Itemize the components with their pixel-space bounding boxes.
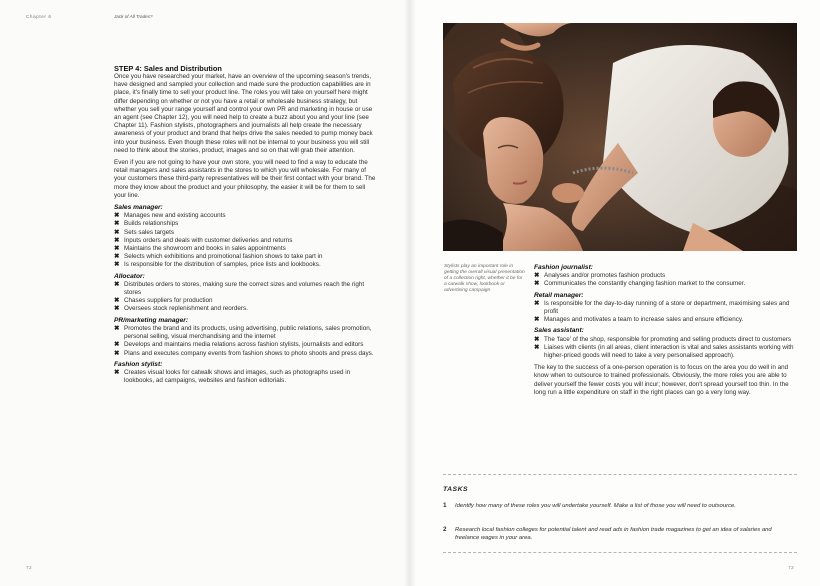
- tasks-box: [443, 474, 797, 554]
- cross-bullet-icon: ✖: [114, 220, 120, 228]
- list-item: ✖ Maintains the showroom and books in sales appointments: [114, 245, 286, 253]
- chapter-running-head: Chapter 6: [26, 14, 52, 19]
- section-heading: STEP 4: Sales and Distribution: [114, 64, 222, 73]
- page-number-left: 72: [26, 565, 32, 570]
- tasks-bottom-rule: [443, 552, 797, 553]
- list-item: ✖ Sets sales targets: [114, 228, 175, 236]
- list-item: ✖ Analyses and/or promotes fashion products: [534, 272, 666, 280]
- cross-bullet-icon: ✖: [114, 253, 120, 261]
- role-heading-fashion-stylist: Fashion stylist:: [114, 360, 163, 368]
- cross-bullet-icon: ✖: [534, 343, 540, 351]
- cross-bullet-icon: ✖: [114, 349, 120, 357]
- cross-bullet-icon: ✖: [114, 297, 120, 305]
- tasks-top-rule: [443, 474, 797, 475]
- list-item: ✖ Manages new and existing accounts: [114, 212, 226, 220]
- task-text: Identify how many of these roles you will undertake yourself. Make a list of those you will need to outsource.: [455, 503, 736, 509]
- list-item: ✖ Is responsible for the day-to-day running of a store or department, maximising sales and profit: [534, 299, 790, 316]
- left-text-column: [114, 64, 376, 388]
- task-text: Research local fashion colleges for potential talent and read ads in fashion trade magazines to get an idea of salaries and freelance wages in your area.: [455, 527, 772, 541]
- role-list-retail-manager: [534, 300, 798, 325]
- list-item: ✖ The 'face' of the shop, responsible for promoting and selling products direct to customers: [534, 335, 792, 343]
- list-item: ✖ Selects which exhibitions and promotional fashion shows to take part in: [114, 253, 323, 261]
- cross-bullet-icon: ✖: [114, 245, 120, 253]
- cross-bullet-icon: ✖: [114, 228, 120, 236]
- stylist-photograph: [443, 23, 797, 251]
- role-list-allocator: [114, 281, 376, 314]
- list-item: ✖ Promotes the brand and its products, using advertising, public relations, sales promotion, personal selling, visual merchandising and the internet: [114, 324, 372, 341]
- role-heading-retail-manager: Retail manager:: [534, 291, 584, 299]
- role-heading-sales-manager: Sales manager:: [114, 204, 163, 212]
- list-item: ✖ Communicates the constantly changing fashion market to the consumer.: [534, 280, 746, 288]
- role-list-fashion-journalist: [534, 272, 798, 288]
- task-number: 2: [443, 526, 447, 533]
- book-gutter-shadow: [404, 0, 416, 586]
- role-heading-sales-assistant: Sales assistant:: [534, 327, 584, 335]
- cross-bullet-icon: ✖: [114, 280, 120, 288]
- cross-bullet-icon: ✖: [114, 212, 120, 220]
- list-item: ✖ Liaises with clients (in all areas, client interaction is vital and sales assistants working with higher-priced goods will need to take a very personalised approach).: [534, 343, 794, 360]
- cross-bullet-icon: ✖: [114, 305, 120, 313]
- cross-bullet-icon: ✖: [114, 368, 120, 376]
- list-item: ✖ Is responsible for the distribution of samples, price lists and lookbooks.: [114, 261, 321, 269]
- cross-bullet-icon: ✖: [114, 236, 120, 244]
- right-text-column: [534, 262, 798, 401]
- task-item-2: [443, 526, 783, 542]
- cross-bullet-icon: ✖: [534, 272, 540, 280]
- cross-bullet-icon: ✖: [534, 299, 540, 307]
- role-heading-allocator: Allocator:: [114, 272, 145, 280]
- role-heading-pr-marketing-manager: PR/marketing manager:: [114, 316, 189, 324]
- tasks-title: TASKS: [443, 486, 469, 493]
- list-item: ✖ Creates visual looks for catwalk shows and images, such as photographs used in lookbooks, ad campaigns, websites and fashion editorials.: [114, 368, 351, 385]
- cross-bullet-icon: ✖: [534, 335, 540, 343]
- cross-bullet-icon: ✖: [114, 341, 120, 349]
- cross-bullet-icon: ✖: [534, 316, 540, 324]
- role-list-sales-manager: [114, 212, 376, 269]
- list-item: ✖ Distributes orders to stores, making sure the correct sizes and volumes reach the right stores: [114, 280, 365, 297]
- task-item-1: [443, 502, 783, 510]
- cross-bullet-icon: ✖: [114, 261, 120, 269]
- photo-caption: Stylists play an important role in getting the overall visual presentation of a collection right, whether it be for a catwalk show, lookbook or advertising campaign: [444, 264, 525, 294]
- chapter-running-title: Jack of All Trades?: [114, 14, 153, 19]
- intro-paragraph: Once you have researched your market, have an overview of the upcoming season's trends, have designed and sampled your collection and made sure the production capabilities are in place, it's finally time to sell your product line. The roles you will take on yourself here might differ depending on whether or not you have a retail or wholesale business strategy, but whether you sell your range yourself and control your own PR and marketing in house or use an agent (see Chapter 12), you will need help to create a buzz about you and your line (see Chapter 11). Fashion stylists, photographers and journalists all help create the necessary awareness of your product and brand that helps drive the sales needed to pump money back into your business. Even though these roles will not be internal to your business you will still need to think about the stories, product, images and so on that will grab their attention.: [114, 73, 373, 154]
- photo-illustration: [443, 23, 797, 251]
- list-item: ✖ Plans and executes company events from fashion shows to photo shoots and press days.: [114, 349, 374, 357]
- role-list-sales-assistant: [534, 336, 798, 361]
- role-list-fashion-stylist: [114, 369, 376, 385]
- cross-bullet-icon: ✖: [534, 280, 540, 288]
- role-heading-fashion-journalist: Fashion journalist:: [534, 264, 593, 271]
- list-item: ✖ Inputs orders and deals with customer deliveries and returns: [114, 236, 293, 244]
- role-list-pr-marketing-manager: [114, 325, 376, 358]
- list-item: ✖ Chases suppliers for production: [114, 297, 213, 305]
- page-number-right: 73: [788, 565, 794, 570]
- list-item: ✖ Develops and maintains media relations across fashion stylists, journalists and editors: [114, 341, 364, 349]
- list-item: ✖ Builds relationships: [114, 220, 179, 228]
- task-number: 1: [443, 502, 447, 509]
- closing-paragraph: The key to the success of a one-person operation is to focus on the area you do well in and know when to outsource to trained professionals. Obviously, the more roles you are able to deliver yourself the fewer costs you will incur; however, don't spread yourself too thin. In the long run a little expenditure on staff in the right places can go a very long way.: [534, 364, 789, 396]
- cross-bullet-icon: ✖: [114, 324, 120, 332]
- list-item: ✖ Oversees stock replenishment and reorders.: [114, 305, 248, 313]
- list-item: ✖ Manages and motivates a team to increase sales and ensure efficiency.: [534, 316, 744, 324]
- retail-paragraph: Even if you are not going to have your own store, you will need to find a way to educate the retail managers and sales assistants in the stores to which you will wholesale. For many of your customers these third-party representatives will be their first contact with your brand. The more they know about the product and your philosophy, the easier it will be for them to sell your line.: [114, 159, 376, 199]
